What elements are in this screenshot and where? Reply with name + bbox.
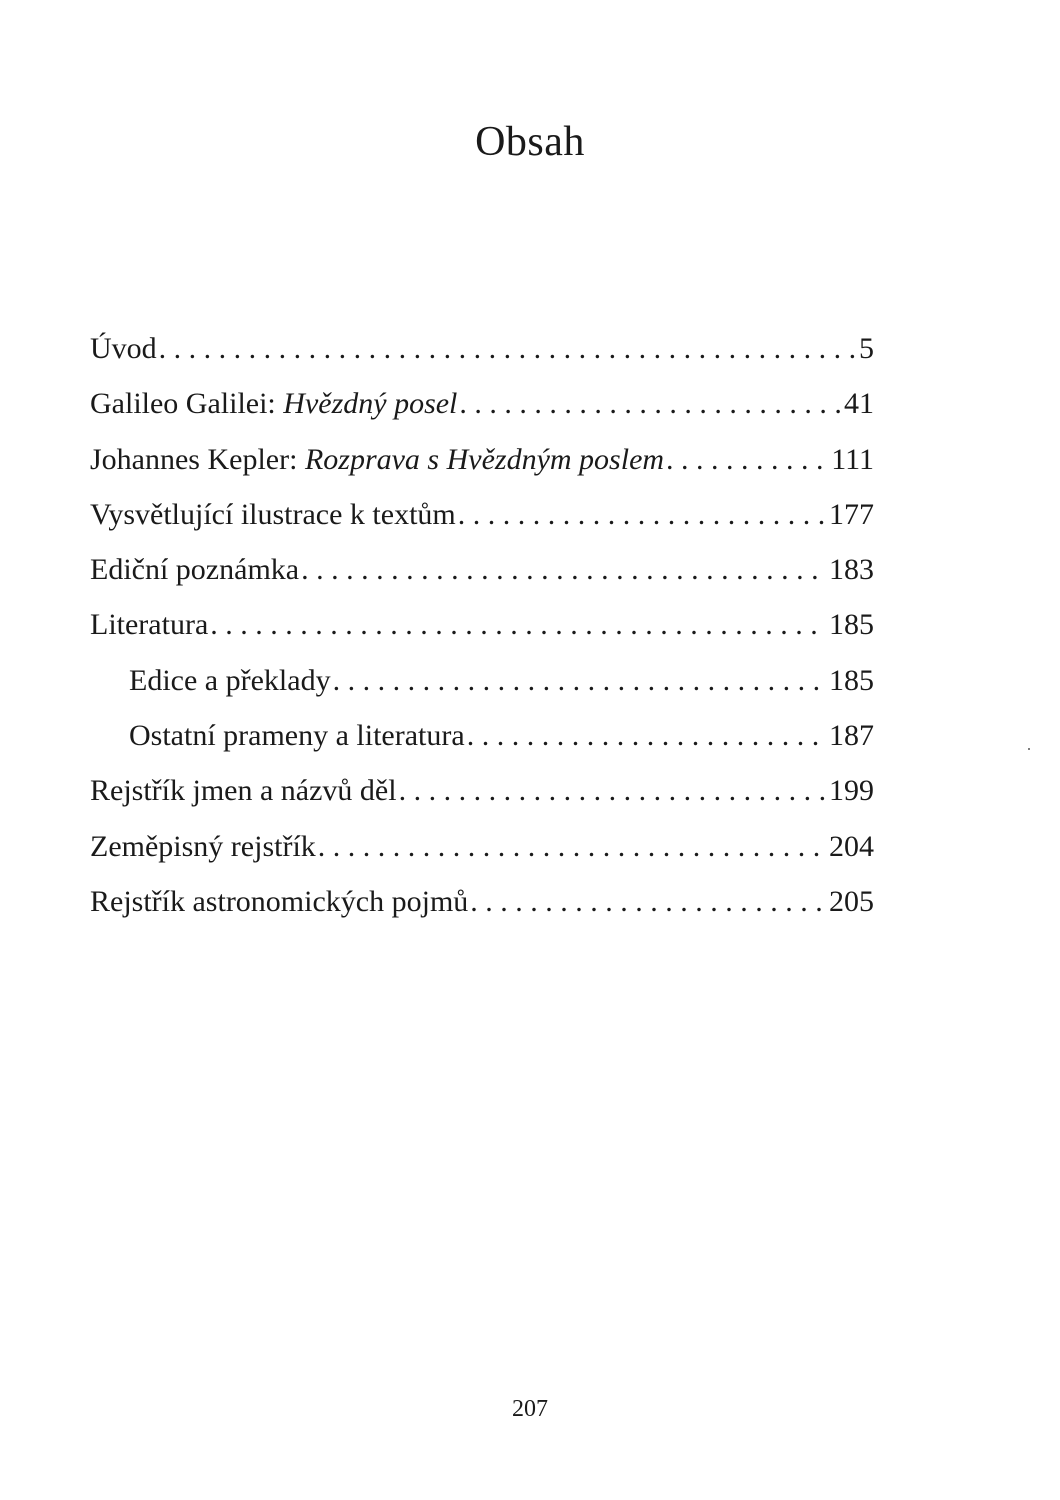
toc-entry-page: 5 [859, 332, 874, 365]
toc-entry-title [90, 376, 457, 431]
page-title: Obsah [475, 119, 585, 165]
toc-entry-title-part: Rejstřík astronomických pojmů [90, 884, 469, 918]
toc-entry-title [90, 763, 397, 818]
toc-entry-title [129, 653, 331, 708]
toc-entry-page: 199 [829, 774, 874, 808]
dot-leader [159, 321, 855, 376]
dot-leader [399, 763, 825, 818]
toc-entry-title [90, 597, 208, 652]
toc-entry [90, 542, 874, 597]
toc-subentry [90, 708, 874, 763]
toc-entry-page: 183 [829, 553, 874, 587]
page-number: 207 [512, 1396, 548, 1422]
toc-entry-title-part: Literatura [90, 608, 209, 642]
toc-entry-title-part: Johannes Kepler: [90, 442, 305, 476]
toc-entry-page: 204 [829, 829, 874, 863]
toc-entry-title-part: Zeměpisný rejstřík [90, 829, 316, 863]
toc-subentry [90, 653, 874, 708]
dot-leader [301, 542, 825, 597]
toc-entry-page: 185 [829, 608, 874, 642]
toc-entry-title-part: Ostatní prameny a literatura [129, 719, 465, 753]
dot-leader [458, 487, 825, 542]
dot-leader [318, 819, 825, 874]
toc-entry [90, 432, 874, 487]
toc-entry [90, 763, 874, 818]
dot-leader [333, 653, 825, 708]
toc-entry-title [90, 874, 468, 929]
toc-entry-title-part: Edice a překlady [129, 663, 331, 697]
toc-entry [90, 874, 874, 929]
toc-entry [90, 819, 874, 874]
toc-entry [90, 376, 874, 431]
toc-entry-page: 205 [829, 884, 874, 918]
toc-entry-page: 187 [829, 719, 874, 753]
toc-entry-title [90, 819, 316, 874]
toc-entry-title-part: Rejstřík jmen a názvů děl [90, 774, 397, 808]
toc-entry-title-part: Úvod [90, 332, 157, 365]
toc-entry-title [129, 708, 465, 763]
toc-entry [90, 597, 874, 652]
toc-entry-page: 41 [844, 387, 874, 421]
dot-leader [467, 708, 825, 763]
table-of-contents [90, 321, 874, 929]
toc-entry-work-title: Hvězdný posel [283, 387, 458, 421]
dot-leader [666, 432, 827, 487]
toc-entry-work-title: Rozprava s Hvězdným poslem [304, 442, 665, 476]
toc-entry-title [90, 542, 299, 597]
toc-entry-page: 177 [829, 497, 874, 531]
toc-entry-title-part: Ediční poznámka [90, 553, 300, 587]
toc-entry-page: 185 [829, 663, 874, 697]
dot-leader [459, 376, 840, 431]
toc-entry-title-part: Vysvětlující ilustrace k textům [90, 497, 456, 531]
toc-entry-title [90, 321, 157, 376]
dot-leader [210, 597, 825, 652]
dot-leader [470, 874, 825, 929]
toc-entry [90, 321, 874, 376]
toc-entry [90, 487, 874, 542]
scan-speck [1028, 748, 1030, 750]
toc-entry-title-part: Galileo Galilei: [90, 387, 284, 421]
toc-entry-title [90, 487, 456, 542]
toc-entry-title [90, 432, 664, 487]
toc-entry-page: 111 [831, 442, 874, 476]
